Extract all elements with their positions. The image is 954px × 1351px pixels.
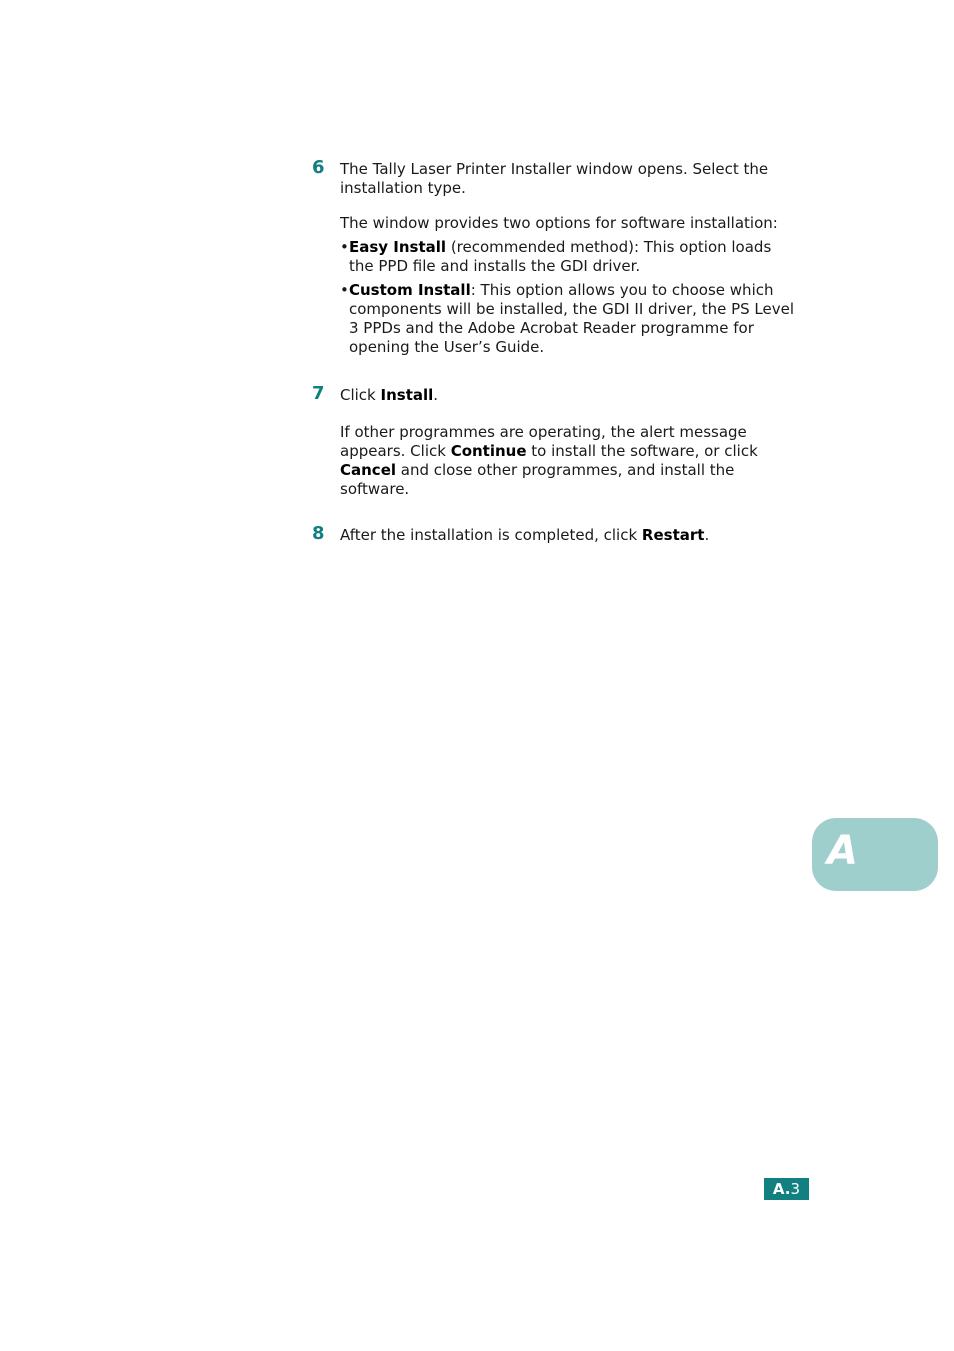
text-span: After the installation is completed, click bbox=[340, 526, 642, 544]
ui-term: Cancel bbox=[340, 461, 397, 479]
step-number: 7 bbox=[312, 383, 325, 404]
page-number bbox=[764, 1178, 809, 1200]
page-number-value: 3 bbox=[790, 1180, 801, 1198]
bullet-item bbox=[340, 238, 795, 276]
text-span: . bbox=[433, 386, 439, 404]
step-paragraph bbox=[340, 423, 780, 499]
step-body bbox=[340, 526, 795, 545]
step-body bbox=[340, 160, 795, 357]
text-span: to install the software, or click bbox=[526, 442, 758, 460]
step-paragraph: The Tally Laser Printer Installer window opens. Select the installation type. bbox=[340, 160, 769, 197]
bullet-dot: • bbox=[340, 281, 349, 299]
text-span: If other programmes are operating, the alert message appears. Click bbox=[340, 423, 747, 460]
bullet-item bbox=[340, 281, 795, 357]
ui-term: Install bbox=[380, 386, 434, 404]
step-number: 6 bbox=[312, 157, 325, 178]
step-number: 8 bbox=[312, 523, 325, 544]
bullet-dot: • bbox=[340, 238, 349, 256]
step-paragraph bbox=[340, 526, 795, 545]
ui-term: Restart bbox=[641, 526, 705, 544]
chapter-tab bbox=[812, 818, 938, 891]
ui-term: Continue bbox=[450, 442, 527, 460]
bullet-text: : This option allows you to choose which components will be installed, the GDI II driver, the PS Level 3 PPDs and the Adobe Acrobat Reader programme for opening the User’s Guide. bbox=[349, 281, 795, 356]
step-paragraph: The window provides two options for software installation: bbox=[340, 214, 778, 232]
chapter-letter: A bbox=[827, 828, 858, 874]
bullet-term: Custom Install bbox=[349, 281, 471, 299]
text-span: . bbox=[704, 526, 710, 544]
step-body bbox=[340, 386, 795, 499]
step-paragraph bbox=[340, 386, 795, 405]
text-span: and close other programmes, and install the software. bbox=[340, 461, 735, 498]
bullet-term: Easy Install bbox=[349, 238, 447, 256]
bullet-text: (recommended method): This option loads the PPD file and installs the GDI driver. bbox=[349, 238, 772, 275]
page-number-prefix: A. bbox=[772, 1180, 791, 1198]
text-span: Click bbox=[340, 386, 381, 404]
